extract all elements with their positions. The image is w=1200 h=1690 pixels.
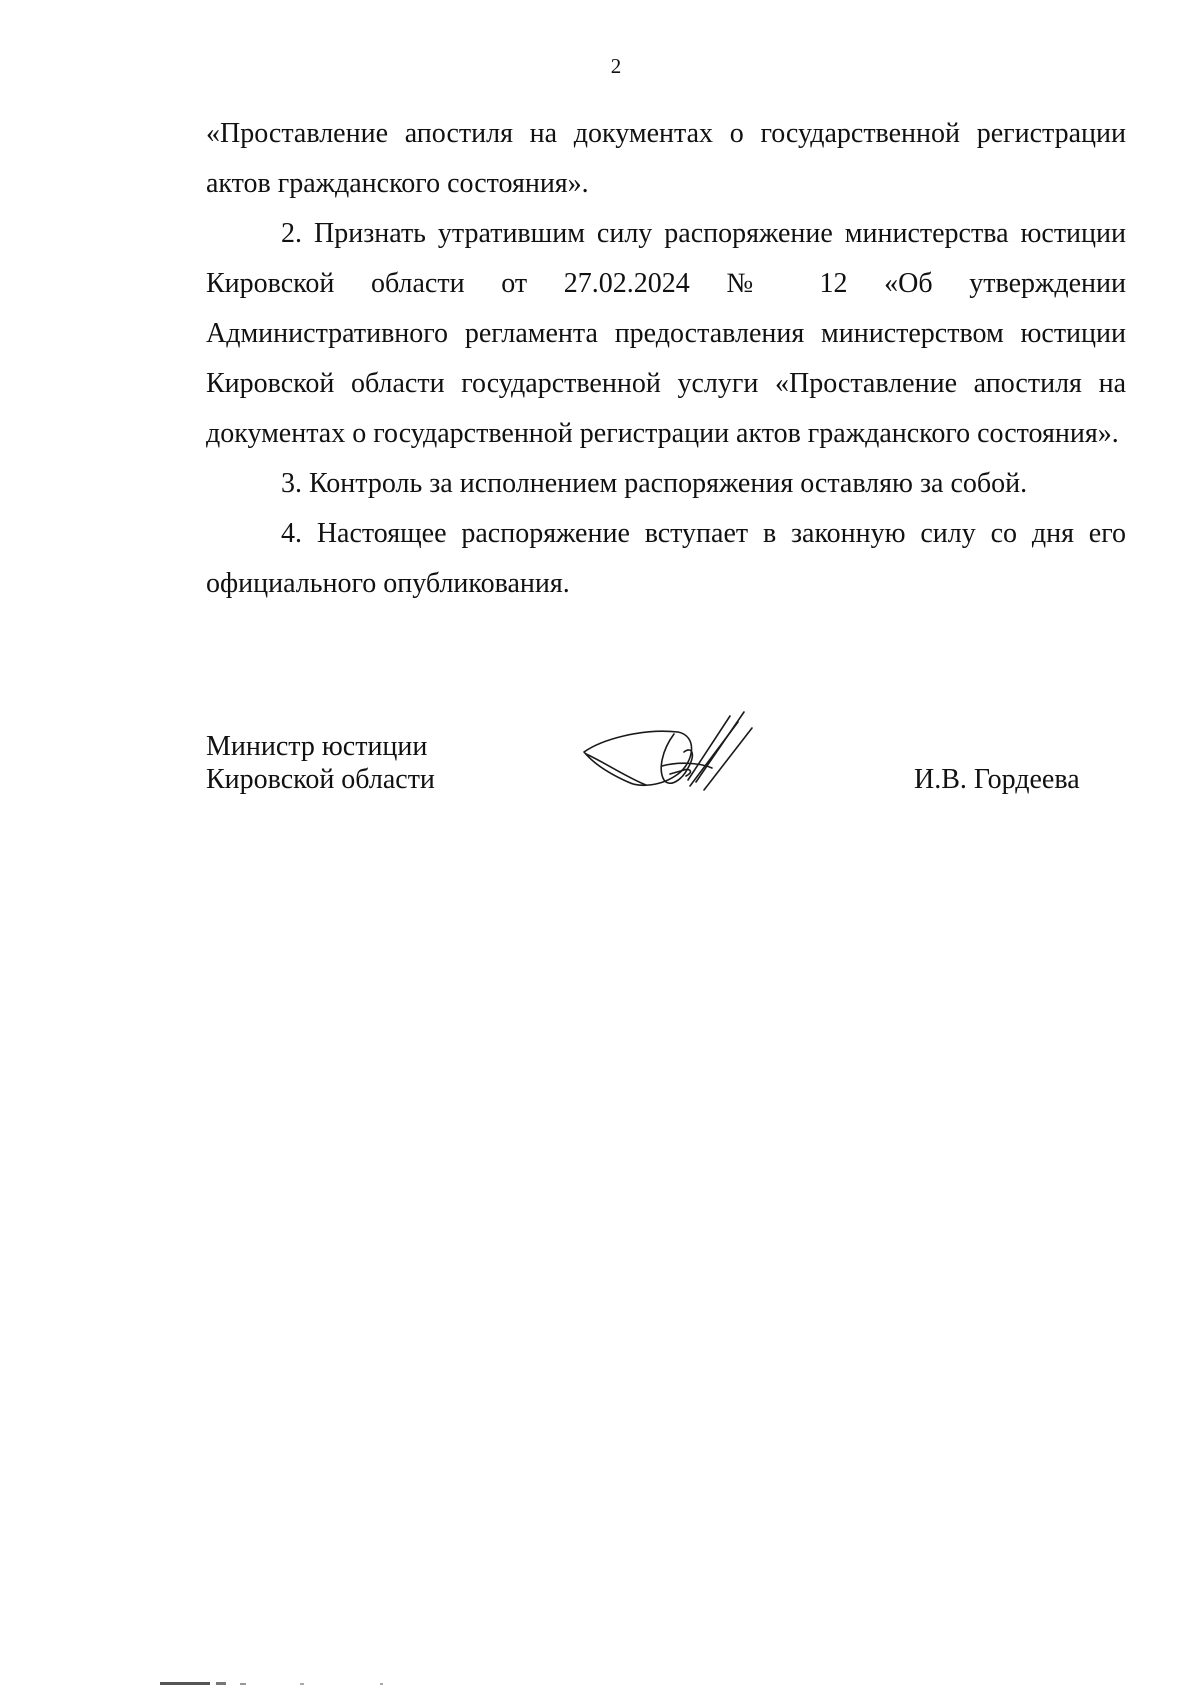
paragraph-item-4: 4. Настоящее распоряжение вступает в законную силу со дня его официального опубликования. — [206, 518, 1126, 599]
document-body — [206, 109, 1126, 609]
signatory-title — [206, 730, 435, 796]
signature-block — [206, 730, 1126, 820]
signatory-title-line-1: Министр юстиции — [206, 731, 428, 762]
scan-edge-artifact — [150, 1681, 1050, 1687]
paragraph-item-3: 3. Контроль за исполнением распоряжения оставляю за собой. — [281, 468, 1028, 499]
handwritten-signature — [566, 710, 766, 820]
paragraph-item-2: 2. Признать утратившим силу распоряжение министерства юстиции Кировской области от 27.02.2024 № 12 «Об утверждении Административного регламента предоставления министерством юстиции Кировской области государственной услуги «Проставление апостиля на документах о государственной регистрации актов гражданского состояния». — [206, 218, 1126, 449]
page-number: 2 — [610, 54, 622, 78]
signatory-title-line-2: Кировской области — [206, 764, 435, 795]
signatory-name: И.В. Гордеева — [914, 764, 1080, 795]
paragraph-continuation: «Проставление апостиля на документах о государственной регистрации актов гражданского состояния». — [206, 118, 1126, 199]
